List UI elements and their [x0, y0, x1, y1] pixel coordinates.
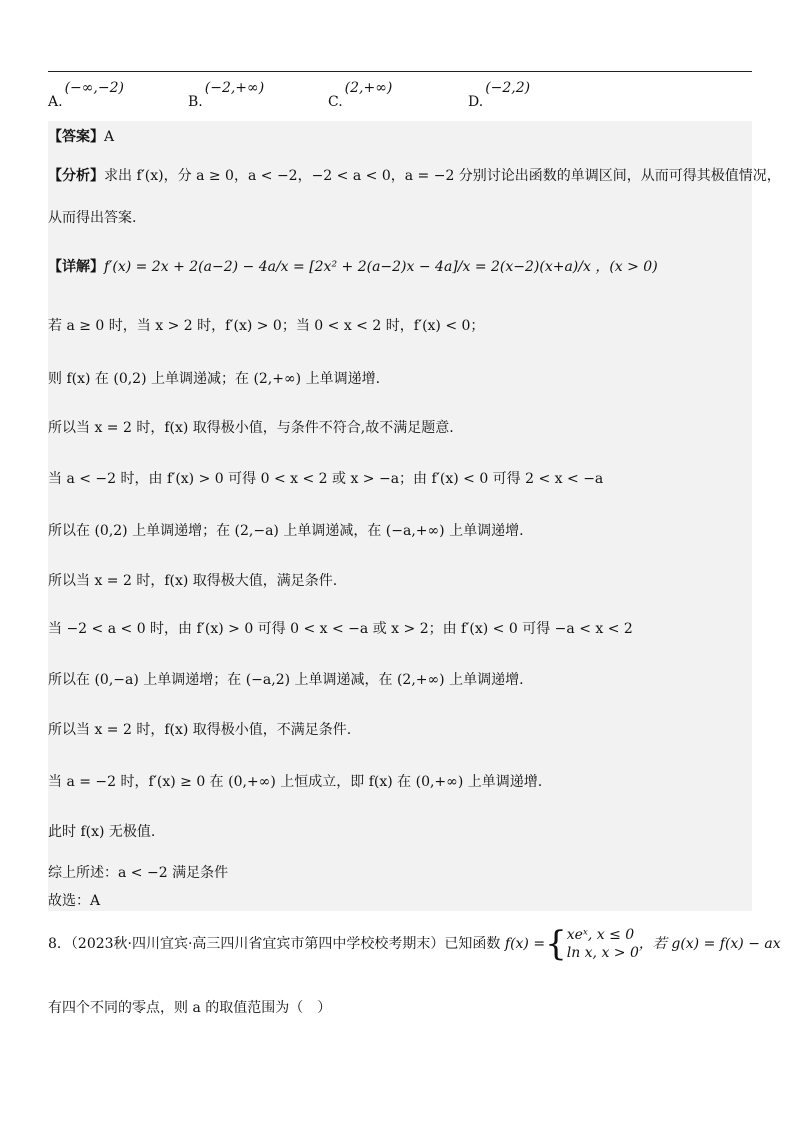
option-b[interactable]: B.(−2,+∞)	[188, 80, 265, 110]
answer-line: 【答案】A	[48, 129, 115, 145]
option-a[interactable]: A.(−∞,−2)	[48, 80, 124, 110]
step-2: 则 f(x) 在 (0,2) 上单调递减；在 (2,+∞) 上单调递增.	[48, 371, 381, 387]
step-9: 所以当 x = 2 时，f(x) 取得极小值，不满足条件.	[48, 722, 352, 738]
option-c[interactable]: C.(2,+∞)	[328, 80, 393, 110]
step-3: 所以当 x = 2 时，f(x) 取得极小值，与条件不符合,故不满足题意.	[48, 420, 454, 436]
step-6: 所以当 x = 2 时，f(x) 取得极大值，满足条件.	[48, 573, 338, 589]
step-10: 当 a = −2 时，f′(x) ≥ 0 在 (0,+∞) 上恒成立，即 f(x) 在 (0,+∞) 上单调递增.	[48, 774, 543, 790]
step-8: 所以在 (0,−a) 上单调递增；在 (−a,2) 上单调递减，在 (2,+∞) 上单调递增.	[48, 672, 524, 688]
step-13: 故选：A	[48, 893, 101, 909]
brace-symbol: {	[545, 924, 567, 964]
step-1: 若 a ≥ 0 时，当 x > 2 时，f′(x) > 0；当 0 < x < 2 时，f′(x) < 0；	[48, 318, 485, 334]
solution-panel	[48, 121, 752, 911]
analysis-line-1: 【分析】求出 f′(x)，分 a ≥ 0，a < −2，−2 < a < 0，a = −2 分别讨论出函数的单调区间，从而可得其极值情况，	[48, 168, 781, 184]
question-8: 8．（2023秋·四川宜宾·高三四川省宜宾市第四中学校校考期末）已知函数 f(x) ={xeˣ, x ≤ 0 ln x, x > 0，若 g(x) = f(x) − ax	[48, 924, 781, 964]
step-12: 综上所述：a < −2 满足条件	[48, 865, 229, 881]
analysis-line-2: 从而得出答案.	[48, 210, 137, 226]
top-rule	[48, 71, 752, 72]
step-7: 当 −2 < a < 0 时，由 f′(x) > 0 可得 0 < x < −a 或 x > 2；由 f′(x) < 0 可得 −a < x < 2	[48, 621, 633, 637]
option-d[interactable]: D.(−2,2)	[468, 80, 531, 110]
question-8-line-2: 有四个不同的零点，则 a 的取值范围为（ ）	[48, 1000, 332, 1016]
step-5: 所以在 (0,2) 上单调递增；在 (2,−a) 上单调递减，在 (−a,+∞) 上单调递增.	[48, 523, 524, 539]
detail-line: 【详解】f′(x) = 2x + 2(a−2) − 4a/x = [2x² + 2(a−2)x − 4a]/x = 2(x−2)(x+a)/x ，(x > 0)	[48, 259, 658, 275]
step-4: 当 a < −2 时，由 f′(x) > 0 可得 0 < x < 2 或 x > −a；由 f′(x) < 0 可得 2 < x < −a	[48, 471, 604, 487]
piecewise-cases: xeˣ, x ≤ 0 ln x, x > 0	[566, 927, 639, 961]
step-11: 此时 f(x) 无极值.	[48, 824, 156, 840]
